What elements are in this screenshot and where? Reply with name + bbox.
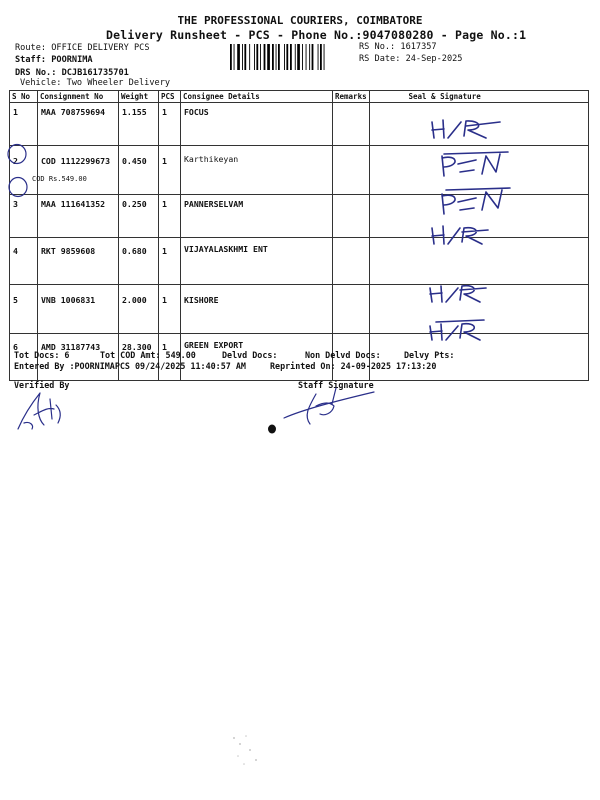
barcode-bar: [324, 44, 325, 70]
vehicle: Vehicle: Two Wheeler Delivery: [20, 78, 171, 88]
row-weight: 2.000: [119, 285, 159, 334]
barcode-bar: [242, 44, 243, 70]
barcode-bar: [276, 44, 277, 70]
row-remarks: [333, 146, 370, 195]
row-consignee: PANNERSELVAM: [181, 195, 333, 238]
col-seal-signature: Seal & Signature: [369, 91, 588, 103]
mark-hr-3: [430, 286, 486, 302]
row-weight: 28.300: [119, 334, 159, 381]
row-sno: 2: [10, 146, 38, 195]
mark-hr-1: [432, 120, 500, 138]
mark-hr-4: [430, 320, 484, 340]
barcode-bar: [256, 44, 258, 70]
col-weight: Weight: [119, 91, 159, 103]
col-pcs: PCS: [159, 91, 181, 103]
non-delivered-docs: Non Delvd Docs:: [305, 350, 381, 360]
rs-date: RS Date: 24-Sep-2025: [359, 54, 463, 64]
handwritten-signatures: [410, 112, 530, 352]
row-remarks: [333, 285, 370, 334]
barcode-bar: [320, 44, 322, 70]
entered-by: Entered By :POORNIMAPCS 09/24/2025 11:40:57 AM: [14, 361, 246, 371]
mark-hr-2: [432, 226, 488, 244]
total-cod-amount: Tot COD Amt: 549.00: [100, 350, 196, 360]
row-consignee: VIJAYALASKHMI ENT: [181, 238, 333, 285]
runsheet-title: Delivery Runsheet - PCS - Phone No.:9047080280 - Page No.:1: [106, 28, 527, 42]
row-sno: 1: [10, 103, 38, 146]
col-consignee: Consignee Details: [181, 91, 333, 103]
reprinted-on: Reprinted On: 24-09-2025 17:13:20: [270, 361, 437, 371]
row-pcs: 1: [159, 285, 181, 334]
row-sno: 3: [10, 195, 38, 238]
table-header: [10, 91, 589, 103]
barcode-bar: [302, 44, 303, 70]
scan-specks: [228, 730, 268, 770]
row-consignee: [181, 146, 333, 195]
row-consignment: MAA 708759694: [38, 103, 119, 146]
barcode-bar: [264, 44, 266, 70]
row-pcs: 1: [159, 146, 181, 195]
route: Route: OFFICE DELIVERY PCS: [15, 43, 150, 53]
drs-number: DRS No.: DCJB161735701: [15, 68, 129, 78]
barcode-bar: [244, 44, 246, 70]
staff: Staff: POORNIMA: [15, 55, 93, 65]
company-name: THE PROFESSIONAL COURIERS, COIMBATORE: [177, 14, 423, 27]
row-consignee: GREEN EXPORT: [181, 334, 333, 381]
row-remarks: [333, 238, 370, 285]
row-consignment: RKT 9859608: [38, 238, 119, 285]
delivered-docs: Delvd Docs:: [222, 350, 278, 360]
row-consignee-text: Karthikeyan: [184, 154, 239, 164]
barcode: [230, 44, 356, 70]
row-pcs: 1: [159, 238, 181, 285]
row-pcs: 1: [159, 103, 181, 146]
staff-signature: [262, 384, 392, 436]
row-consignment: AMD 31187743: [38, 334, 119, 381]
col-remarks: Remarks: [333, 91, 370, 103]
col-sno: S No: [10, 91, 38, 103]
row-sno: 6: [10, 334, 38, 381]
row-weight: 0.450: [119, 146, 159, 195]
row-consignee: FOCUS: [181, 103, 333, 146]
cod-amount-note: COD Rs.549.00: [32, 175, 87, 183]
barcode-bar: [306, 44, 307, 70]
rs-number: RS No.: 1617357: [359, 42, 437, 52]
barcode-bar: [284, 44, 285, 70]
barcode-bar: [237, 44, 240, 70]
row-pcs: 1: [159, 195, 181, 238]
row-weight: 1.155: [119, 103, 159, 146]
row-remarks: [333, 195, 370, 238]
barcode-bar: [297, 44, 300, 70]
verifier-signature: [14, 385, 74, 435]
row-sno: 5: [10, 285, 38, 334]
total-docs: Tot Docs: 6: [14, 350, 70, 360]
barcode-bar: [318, 44, 319, 70]
row-pcs: 1: [159, 334, 181, 381]
handwritten-circles: [4, 142, 34, 206]
barcode-bar: [230, 44, 232, 70]
row-consignment: [32, 146, 119, 195]
barcode-bar: [295, 44, 296, 70]
row-consignee: KISHORE: [181, 285, 333, 334]
mark-pn-2: [442, 188, 510, 214]
barcode-bar: [309, 44, 310, 70]
verified-by-label: Verified By: [14, 380, 70, 390]
row-consignment: VNB 1006831: [38, 285, 119, 334]
barcode-bar: [249, 44, 250, 70]
barcode-bar: [312, 44, 314, 70]
barcode-bar: [254, 44, 255, 70]
barcode-bar: [278, 44, 280, 70]
barcode-bar: [267, 44, 270, 70]
row-weight: 0.250: [119, 195, 159, 238]
barcode-bar: [290, 44, 292, 70]
row-consignment: MAA 111641352: [38, 195, 119, 238]
row-remarks: [333, 103, 370, 146]
col-consignment: Consignment No: [38, 91, 119, 103]
row-consignment-text: COD 1112299673: [41, 156, 111, 166]
barcode-bar: [286, 44, 288, 70]
row-weight: 0.680: [119, 238, 159, 285]
barcode-bar: [272, 44, 274, 70]
barcode-bar: [234, 44, 235, 70]
delivery-points: Delvy Pts:: [404, 350, 455, 360]
row-sno: 4: [10, 238, 38, 285]
barcode-bar: [260, 44, 261, 70]
mark-pn-1: [442, 152, 508, 176]
staff-signature-label: Staff Signature: [298, 380, 374, 390]
